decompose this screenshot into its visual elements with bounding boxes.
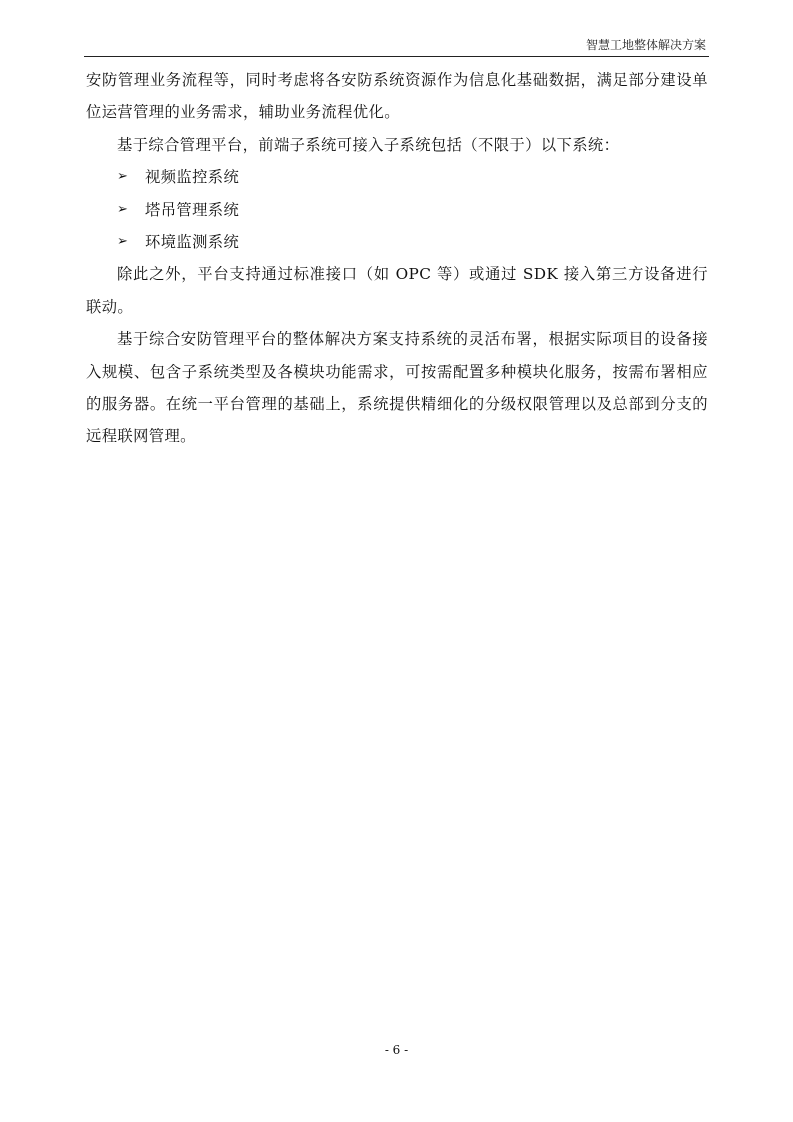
paragraph-subsystems-intro: 基于综合管理平台，前端子系统可接入子系统包括（不限于）以下系统：	[117, 135, 620, 154]
paragraph-continuation: 安防管理业务流程等，同时考虑将各安防系统资源作为信息化基础数据，满足部分建设单位运营管理的业务需求，辅助业务流程优化。	[86, 71, 708, 122]
arrowhead-bullet-icon: ➢	[117, 169, 129, 185]
arrowhead-bullet-icon: ➢	[117, 201, 129, 217]
paragraph-deployment: 基于综合安防管理平台的整体解决方案支持系统的灵活布署，根据实际项目的设备接入规模、包含子系统类型及各模块功能需求，可按需配置多种模块化服务，按需布署相应的服务器。在统一平台管理的基础上，系统提供精细化的分级权限管理以及总部到分支的远程联网管理。	[86, 330, 708, 446]
header-divider	[84, 56, 709, 57]
list-item	[86, 161, 708, 193]
arrowhead-bullet-icon: ➢	[117, 234, 129, 250]
paragraph-third-party: 除此之外，平台支持通过标准接口（如 OPC 等）或通过 SDK 接入第三方设备进行联动。	[86, 265, 708, 316]
list-item	[86, 226, 708, 258]
list-item-label: 塔吊管理系统	[145, 200, 240, 219]
list-item	[86, 194, 708, 226]
page-number: - 6 -	[384, 1043, 409, 1057]
document-body	[86, 64, 708, 453]
running-header-title: 智慧工地整体解决方案	[585, 38, 706, 52]
list-item-label: 环境监测系统	[145, 233, 240, 252]
list-item-label: 视频监控系统	[145, 168, 240, 187]
